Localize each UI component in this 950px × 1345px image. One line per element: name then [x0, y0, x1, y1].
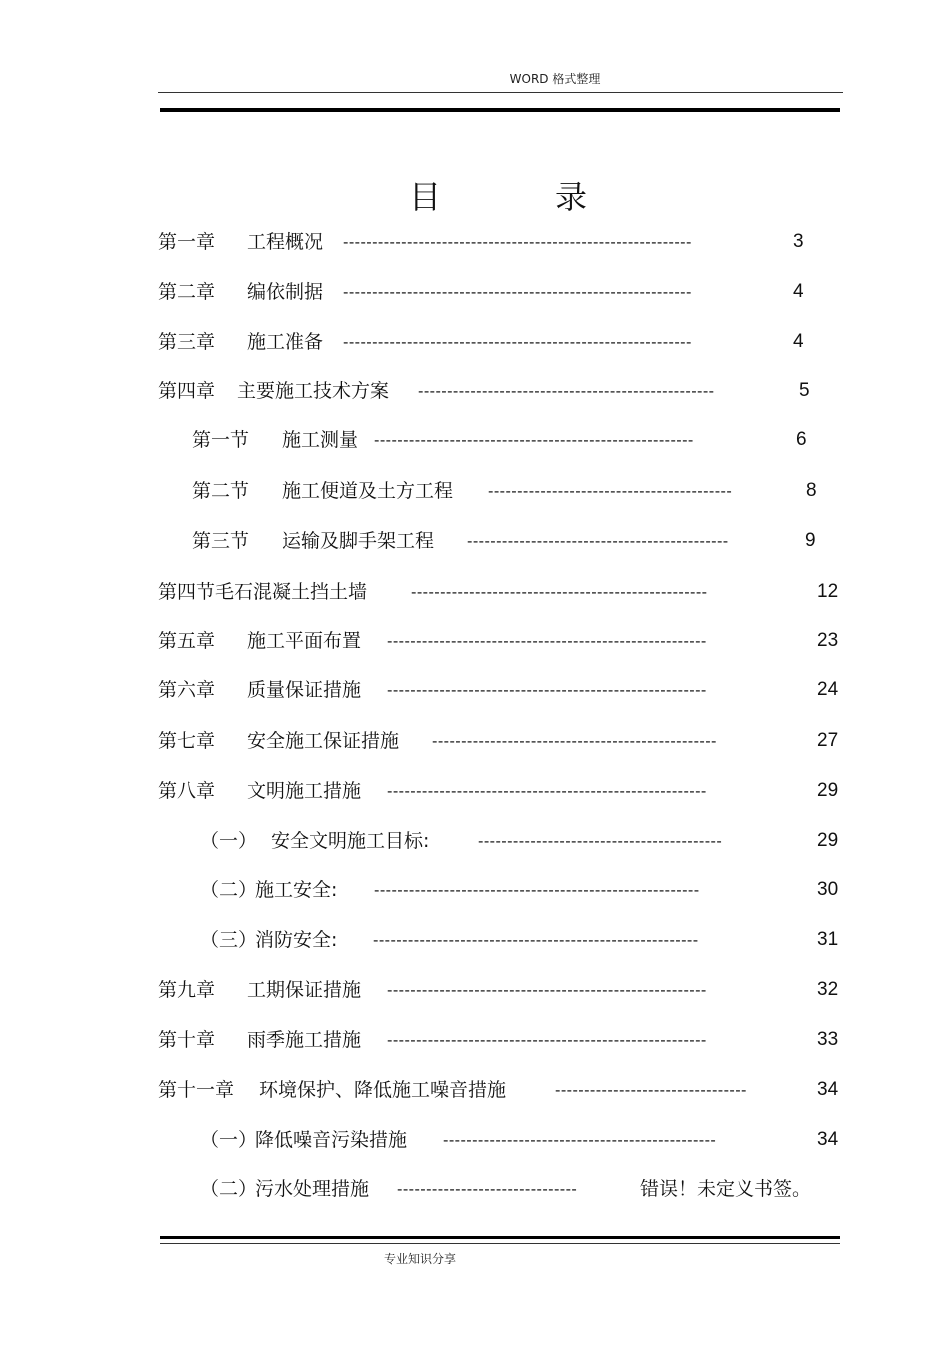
toc-entry-label: 工期保证措施	[247, 979, 362, 1001]
toc-entry-page: 23	[817, 630, 839, 651]
toc-entry-label: 施工安全:	[255, 879, 338, 901]
toc-entry-page: 34	[817, 1079, 839, 1100]
toc-entry-leader: -------------------------------------------------------	[387, 782, 707, 800]
toc-entry-leader: --------------------------------------------------------	[374, 881, 700, 899]
toc-entry-page: 4	[793, 281, 804, 302]
toc-entry-leader: -------------------------------------------------------	[387, 1031, 707, 1049]
toc-entry[interactable]	[158, 677, 848, 703]
toc-entry-leader: ---------------------------------------------------	[411, 583, 708, 601]
toc-entry-prefix: （三）	[200, 929, 258, 951]
toc-title-left: 目	[408, 178, 445, 216]
toc-entry-leader: -------------------------------------------------------	[387, 981, 707, 999]
toc-entry-page: 29	[817, 830, 839, 851]
toc-title	[0, 172, 950, 218]
toc-entry-label: 质量保证措施	[247, 679, 362, 701]
toc-entry-page: 4	[793, 331, 804, 352]
toc-entry-page: 30	[817, 879, 839, 900]
toc-entry-leader: ---------------------------------	[555, 1081, 747, 1099]
toc-entry[interactable]	[158, 728, 848, 754]
toc-entry-page: 6	[796, 429, 807, 450]
toc-entry-label: 消防安全:	[255, 929, 338, 951]
header-divider-thin	[158, 92, 843, 93]
toc-entry-prefix: 第六章	[158, 679, 216, 701]
page-header: WORD 格式整理	[509, 72, 601, 86]
toc-entry-label: 施工测量	[282, 429, 359, 451]
toc-entry-prefix: （一）	[200, 1129, 258, 1151]
toc-entry-leader: ------------------------------------------------------------	[343, 283, 692, 301]
toc-entry-label: 环境保护、降低施工噪音措施	[259, 1079, 507, 1101]
toc-entry-page: 8	[806, 480, 817, 501]
toc-entry-prefix: 第一章	[158, 231, 216, 253]
toc-entry-label: 安全文明施工目标:	[271, 830, 430, 852]
toc-entry-prefix: 第一节	[192, 429, 250, 451]
toc-entry[interactable]	[158, 1176, 848, 1202]
toc-entry-leader: --------------------------------------------------------	[373, 931, 699, 949]
toc-entry-leader: -------------------------------------------------------	[387, 681, 707, 699]
toc-entry-label: 文明施工措施	[247, 780, 362, 802]
toc-entry-leader: -----------------------------------------------	[443, 1131, 717, 1149]
toc-entry-leader: ------------------------------------------------------------	[343, 233, 692, 251]
toc-entry-leader: ---------------------------------------------	[467, 532, 729, 550]
toc-entry-page: 33	[817, 1029, 839, 1050]
toc-entry-prefix: 第四章	[158, 380, 216, 402]
toc-entry-page: 24	[817, 679, 839, 700]
toc-entry-prefix: 第三节	[192, 530, 250, 552]
toc-entry-page: 5	[799, 380, 810, 401]
toc-entry-page: 29	[817, 780, 839, 801]
toc-entry-prefix: 第九章	[158, 979, 216, 1001]
toc-entry-label: 安全施工保证措施	[247, 730, 400, 752]
toc-entry-label: 施工平面布置	[247, 630, 362, 652]
toc-entry-prefix: （二）	[200, 1178, 258, 1200]
toc-entry-page: 27	[817, 730, 839, 751]
toc-entry-leader: -------------------------------	[397, 1180, 578, 1198]
toc-entry-prefix: 第二章	[158, 281, 216, 303]
footer-divider-thick	[160, 1236, 840, 1239]
toc-entry-leader: -------------------------------------------------------	[374, 431, 694, 449]
toc-entry-label: 施工准备	[247, 331, 324, 353]
toc-entry-label: 运输及脚手架工程	[282, 530, 435, 552]
toc-entry-label: 降低噪音污染措施	[255, 1129, 408, 1151]
toc-entry-leader: ---------------------------------------------------	[418, 382, 715, 400]
toc-entry-page: 9	[805, 530, 816, 551]
toc-entry[interactable]	[158, 1077, 848, 1103]
page-footer: 专业知识分享	[383, 1252, 456, 1266]
toc-entry-leader: -------------------------------------------------	[432, 732, 717, 750]
toc-entry-page: 32	[817, 979, 839, 1000]
toc-entry[interactable]	[158, 279, 848, 305]
toc-entry-page: 31	[817, 929, 839, 950]
toc-entry[interactable]	[158, 1027, 848, 1053]
toc-entry-leader: ------------------------------------------------------------	[343, 333, 692, 351]
toc-entry[interactable]	[158, 427, 848, 453]
toc-entry-prefix: 第十章	[158, 1029, 216, 1051]
toc-title-right: 录	[555, 178, 592, 216]
toc-entry[interactable]	[158, 478, 848, 504]
toc-entry-leader: -------------------------------------------------------	[387, 632, 707, 650]
toc-entry-prefix: 第二节	[192, 480, 250, 502]
toc-entry-label: 编依制据	[247, 281, 324, 303]
toc-entry[interactable]	[158, 329, 848, 355]
toc-entry[interactable]	[158, 1127, 848, 1153]
toc-entry-prefix: 第三章	[158, 331, 216, 353]
toc-entry-prefix: （二）	[200, 879, 258, 901]
toc-entry[interactable]	[158, 528, 848, 554]
toc-entry-prefix: 第五章	[158, 630, 216, 652]
footer-divider-thin	[160, 1243, 840, 1244]
toc-entry[interactable]	[158, 778, 848, 804]
toc-entry-label: 施工便道及土方工程	[282, 480, 454, 502]
toc-entry[interactable]	[158, 579, 848, 605]
header-divider-thick	[160, 108, 840, 112]
toc-entry-page: 错误！未定义书签。	[640, 1178, 812, 1200]
toc-entry-page: 3	[793, 231, 804, 252]
toc-entry-leader: ------------------------------------------	[478, 832, 723, 850]
toc-entry-prefix: 第八章	[158, 780, 216, 802]
toc-entry-prefix: 第七章	[158, 730, 216, 752]
toc-entry-label: 污水处理措施	[255, 1178, 370, 1200]
toc-entry-label: 主要施工技术方案	[237, 380, 390, 402]
toc-entry-page: 34	[817, 1129, 839, 1150]
toc-entry[interactable]	[158, 877, 848, 903]
toc-entry[interactable]	[158, 977, 848, 1003]
toc-entry-prefix: 第十一章	[158, 1079, 235, 1101]
toc-entry-leader: ------------------------------------------	[488, 482, 733, 500]
toc-entry[interactable]	[158, 628, 848, 654]
toc-entry-label: 雨季施工措施	[247, 1029, 362, 1051]
toc-entry[interactable]	[158, 378, 848, 404]
toc-entry[interactable]	[158, 229, 848, 255]
toc-entry[interactable]	[158, 927, 848, 953]
toc-entry-label: 第四节毛石混凝土挡土墙	[158, 581, 368, 603]
toc-entry-prefix: （一）	[200, 830, 258, 852]
toc-entry-label: 工程概况	[247, 231, 324, 253]
toc-entry[interactable]	[158, 828, 848, 854]
toc-entry-page: 12	[817, 581, 839, 602]
